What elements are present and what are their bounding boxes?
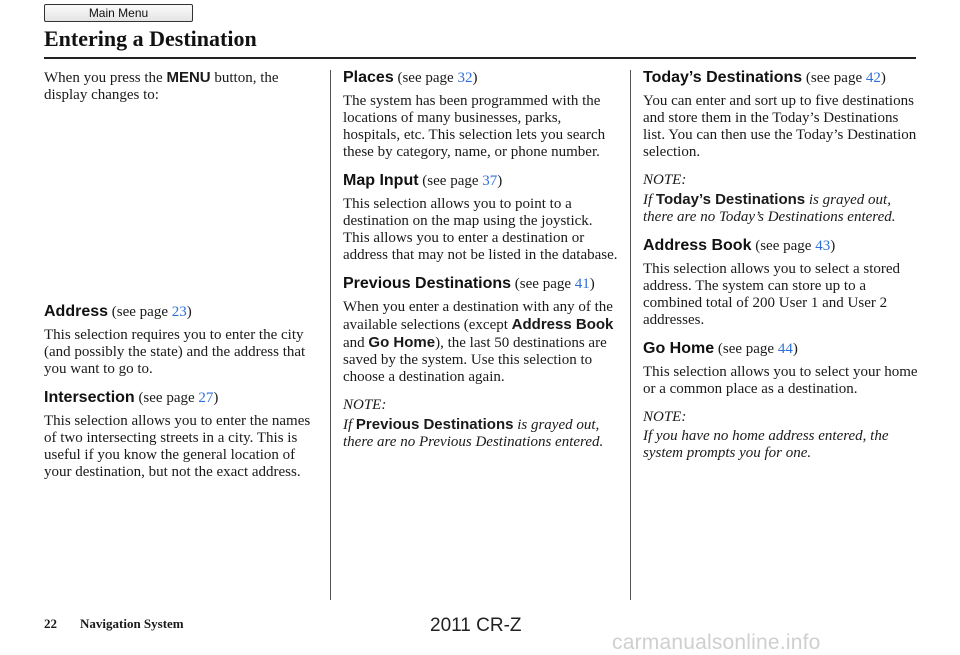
places-description: The system has been programmed with the locations of many businesses, parks, hospitals, etc. This selection lets you search these by category, name, or phone number.: [343, 93, 606, 160]
section-heading-places: Places (see page 32): [343, 69, 478, 86]
note-go-home: If you have no home address entered, the system prompts you for one.: [643, 428, 889, 461]
section-heading-go-home: Go Home (see page 44): [643, 340, 798, 357]
display-image-area: [44, 115, 316, 293]
page-title: Entering a Destination: [44, 26, 257, 51]
note-previous-destinations: If Previous Destinations is grayed out, there are no Previous Destinations entered.: [343, 416, 604, 450]
intro-paragraph: When you press the MENU button, the display changes to:: [44, 69, 279, 103]
page-link-address[interactable]: 23: [171, 304, 187, 320]
column-1: [44, 69, 316, 492]
page-link-previous-destinations[interactable]: 41: [574, 276, 590, 292]
address-book-description: This selection allows you to select a stored address. The system can store up to a combined total of 200 User 1 and User 2 addresses.: [643, 261, 901, 328]
section-heading-previous-destinations: Previous Destinations (see page 41): [343, 275, 595, 292]
page-number: 22: [44, 616, 57, 631]
menu-key: MENU: [166, 69, 211, 86]
section-heading-todays-destinations: Today’s Destinations (see page 42): [643, 69, 886, 86]
map-input-description: This selection allows you to point to a destination on the map using the joystick. This allows you to enter a destination or address that may not be listed in the database.: [343, 196, 618, 263]
go-home-description: This selection allows you to select your home or a common place as a destination.: [643, 364, 918, 397]
footer-label: Navigation System: [80, 616, 184, 631]
page-link-map-input[interactable]: 37: [482, 173, 498, 189]
page-link-places[interactable]: 32: [457, 70, 473, 86]
note-label: NOTE:: [643, 409, 687, 425]
column-divider-1: [330, 70, 331, 600]
column-2: [343, 69, 618, 462]
section-heading-map-input: Map Input (see page 37): [343, 172, 503, 189]
column-3: [643, 69, 918, 473]
previous-destinations-description: When you enter a destination with any of the available selections (except Address Book and Go Home), the last 50 destinations are saved by the system. Use this selection to choose a destination again.: [343, 299, 614, 385]
model-watermark: 2011 CR-Z: [430, 615, 522, 636]
intersection-description: This selection allows you to enter the names of two intersecting streets in a city. This is useful if you know the general location of your destination, but not the exact address.: [44, 413, 311, 480]
page-link-intersection[interactable]: 27: [198, 390, 214, 406]
main-menu-button[interactable]: Main Menu: [44, 4, 193, 22]
note-label: NOTE:: [643, 172, 687, 188]
note-todays-destinations: If Today’s Destinations is grayed out, there are no Today’s Destinations entered.: [643, 191, 896, 225]
todays-destinations-description: You can enter and sort up to five destinations and store them in the Today’s Destinations list. You can then use the Today’s Destination selection.: [643, 93, 917, 160]
address-description: This selection requires you to enter the city (and possibly the state) and the address that you want to go to.: [44, 327, 306, 377]
page-link-go-home[interactable]: 44: [777, 341, 793, 357]
site-watermark: carmanualsonline.info: [612, 631, 821, 654]
note-label: NOTE:: [343, 397, 387, 413]
section-heading-address-book: Address Book (see page 43): [643, 237, 836, 254]
page-link-address-book[interactable]: 43: [815, 238, 831, 254]
section-heading-intersection: Intersection (see page 27): [44, 389, 219, 406]
title-divider: [44, 57, 916, 59]
page-link-todays-destinations[interactable]: 42: [865, 70, 881, 86]
column-divider-2: [630, 70, 631, 600]
section-heading-address: Address (see page 23): [44, 303, 192, 320]
